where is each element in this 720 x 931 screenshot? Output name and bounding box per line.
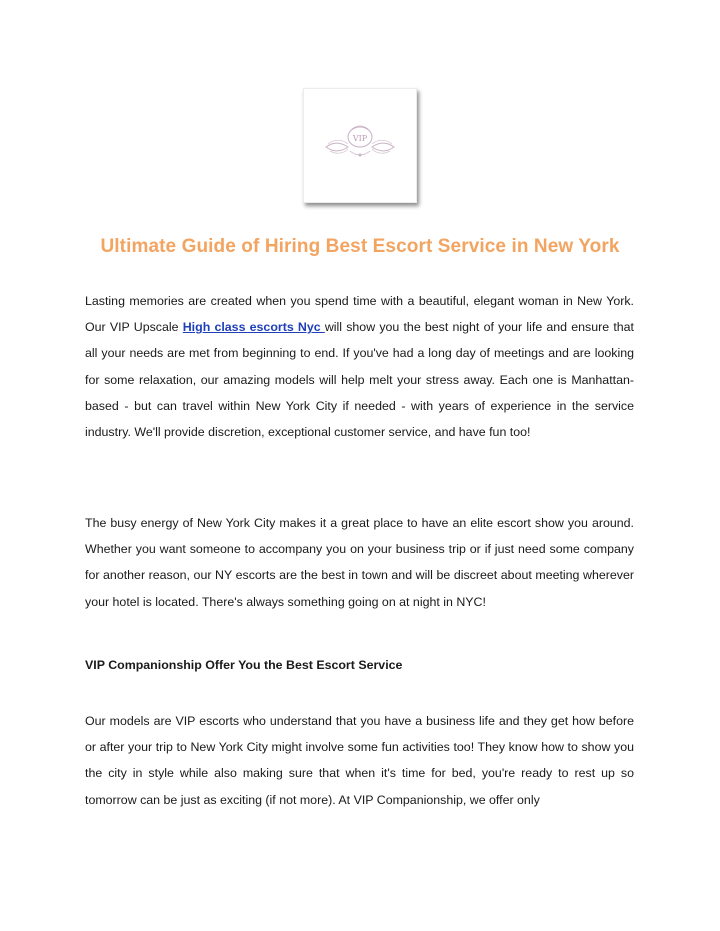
vip-crest-icon bbox=[304, 89, 416, 202]
vip-logo bbox=[303, 88, 417, 203]
logo-text: VIP bbox=[352, 134, 368, 143]
paragraph-1-text-before: Lasting memories are created when you spend time with a beautiful, elegant woman in New York. Our VIP Upscale bbox=[85, 294, 634, 335]
paragraph-2: The busy energy of New York City makes it a great place to have an elite escort show you around. Whether you want someone to accompany you on your business trip or if just need some company for another reason, our NY escorts are the best in town and will be discreet about meeting wherever your hotel is located. There's always something going on at night in NYC! bbox=[85, 516, 634, 609]
page-title: Ultimate Guide of Hiring Best Escort Service in New York bbox=[100, 236, 620, 257]
high-class-escorts-link[interactable]: High class escorts Nyc bbox=[182, 320, 325, 335]
paragraph-1-text-after: will show you the best night of your life and ensure that all your needs are met from beginning to end. If you've had a long day of meetings and are looking for some relaxation, our amazing models will help melt your stress away. Each one is Manhattan-based - but can travel within New York City if needed - with years of experience in the service industry. We'll provide discretion, exceptional customer service, and have fun too! bbox=[85, 320, 634, 440]
section-heading: VIP Companionship Offer You the Best Escort Service bbox=[85, 658, 403, 672]
paragraph-3: Our models are VIP escorts who understand that you have a business life and they get how before or after your trip to New York City might involve some fun activities too! They know how to show you the city in style while also making sure that when it's time for bed, you're ready to rest up so tomorrow can be just as exciting (if not more). At VIP Companionship, we offer only bbox=[85, 714, 634, 807]
paragraph-1 bbox=[85, 288, 634, 445]
